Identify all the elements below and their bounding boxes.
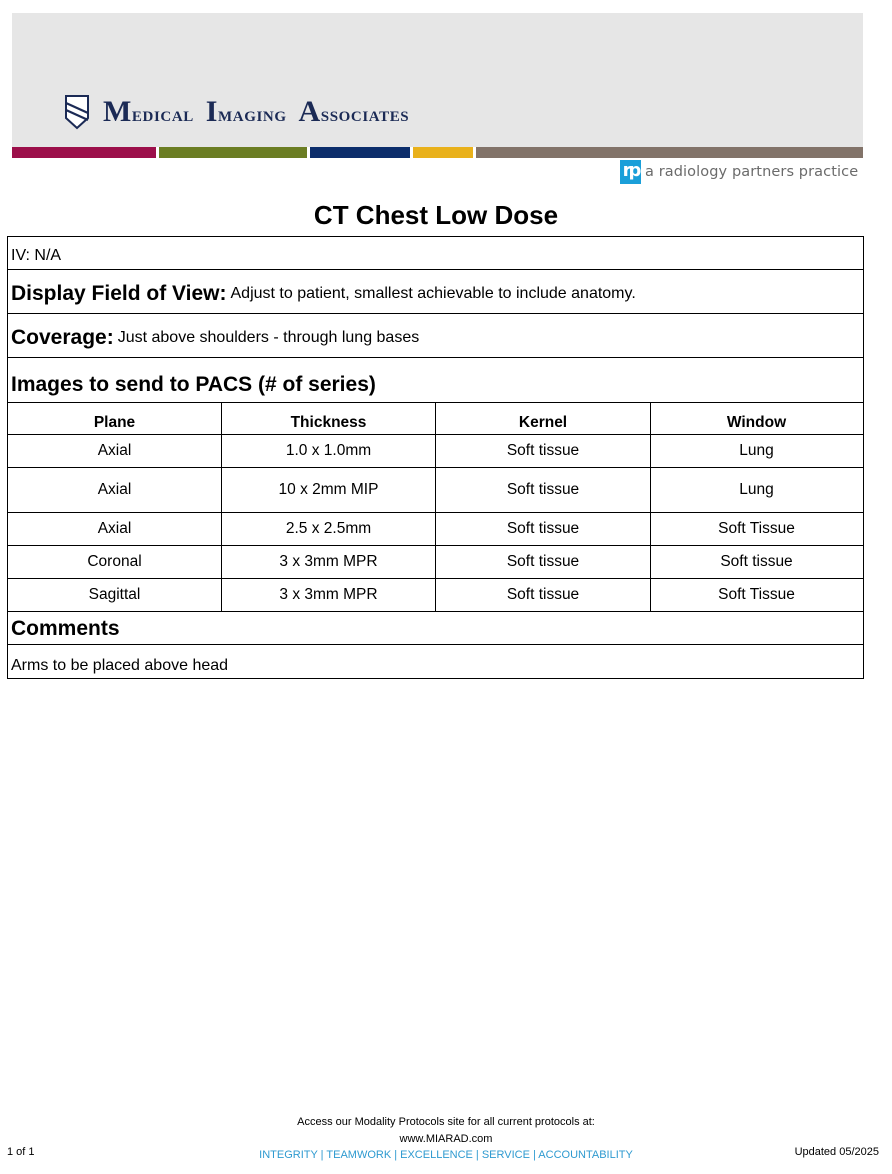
table-row bbox=[8, 468, 863, 513]
coverage-row bbox=[8, 314, 863, 358]
comments-row bbox=[8, 645, 863, 678]
display-fov-value: Adjust to patient, smallest achievable to include anatomy. bbox=[230, 284, 636, 302]
column-header-plane: Plane bbox=[8, 403, 222, 434]
coverage-label: Coverage: bbox=[11, 325, 114, 349]
partner-tagline: a radiology partners practice bbox=[645, 164, 859, 180]
table-row bbox=[8, 579, 863, 612]
column-header-window: Window bbox=[726, 413, 787, 431]
thickness-cell: 1.0 x 1.0mm bbox=[222, 435, 436, 467]
radiology-partners-tag bbox=[620, 160, 858, 184]
radiology-partners-icon: rp bbox=[620, 160, 641, 184]
brand-color-bars bbox=[0, 147, 892, 158]
plane-cell: Sagittal bbox=[8, 579, 222, 611]
display-fov-label: Display Field of View: bbox=[11, 281, 227, 305]
page-indicator: 1 of 1 bbox=[7, 1146, 35, 1158]
table-row bbox=[8, 513, 863, 546]
column-header-kernel: Kernel bbox=[436, 403, 651, 434]
images-section-heading bbox=[8, 358, 863, 403]
plane-cell: Axial bbox=[8, 468, 222, 512]
table-row bbox=[8, 546, 863, 579]
display-fov-row bbox=[8, 270, 863, 314]
thickness-cell: 3 x 3mm MPR bbox=[222, 546, 436, 578]
color-bar-3 bbox=[413, 147, 473, 158]
shield-icon bbox=[64, 94, 90, 130]
thickness-cell: 3 x 3mm MPR bbox=[222, 579, 436, 611]
company-name: Medical Imaging Associates bbox=[103, 95, 410, 128]
window-cell: Soft Tissue bbox=[718, 520, 795, 537]
medical-imaging-associates-logo bbox=[64, 94, 409, 130]
thickness-cell: 2.5 x 2.5mm bbox=[222, 513, 436, 545]
window-cell: Lung bbox=[739, 481, 774, 498]
table-row bbox=[8, 435, 863, 468]
kernel-cell: Soft tissue bbox=[436, 579, 651, 611]
protocol-table bbox=[7, 236, 864, 679]
footer-values-line: INTEGRITY | TEAMWORK | EXCELLENCE | SERVICE | ACCOUNTABILITY bbox=[259, 1149, 633, 1161]
series-table bbox=[8, 403, 863, 612]
window-cell: Soft tissue bbox=[720, 553, 793, 570]
comments-heading-row bbox=[8, 612, 863, 645]
kernel-cell: Soft tissue bbox=[436, 513, 651, 545]
kernel-cell: Soft tissue bbox=[436, 435, 651, 467]
comments-text: Arms to be placed above head bbox=[11, 656, 229, 674]
protocol-title: CT Chest Low Dose bbox=[313, 200, 559, 230]
color-bar-0 bbox=[12, 147, 156, 158]
footer-access-line: Access our Modality Protocols site for all current protocols at: bbox=[297, 1116, 595, 1128]
window-cell: Soft Tissue bbox=[718, 586, 795, 603]
iv-row bbox=[8, 237, 863, 270]
coverage-value: Just above shoulders - through lung bases bbox=[117, 328, 420, 346]
iv-value: IV: N/A bbox=[11, 247, 62, 264]
images-section-title: Images to send to PACS (# of series) bbox=[11, 373, 376, 396]
kernel-cell: Soft tissue bbox=[436, 468, 651, 512]
updated-date: Updated 05/2025 bbox=[794, 1146, 879, 1158]
color-bar-4 bbox=[476, 147, 863, 158]
plane-cell: Axial bbox=[8, 435, 222, 467]
plane-cell: Axial bbox=[8, 513, 222, 545]
footer-website-link[interactable]: www.MIARAD.com bbox=[399, 1132, 493, 1145]
footer bbox=[0, 1114, 892, 1164]
color-bar-1 bbox=[159, 147, 307, 158]
thickness-cell: 10 x 2mm MIP bbox=[222, 468, 436, 512]
color-bar-2 bbox=[310, 147, 410, 158]
kernel-cell: Soft tissue bbox=[436, 546, 651, 578]
column-header-thickness: Thickness bbox=[222, 403, 436, 434]
window-cell: Lung bbox=[739, 442, 774, 459]
series-table-header bbox=[8, 403, 863, 435]
comments-title: Comments bbox=[11, 617, 120, 640]
plane-cell: Coronal bbox=[8, 546, 222, 578]
